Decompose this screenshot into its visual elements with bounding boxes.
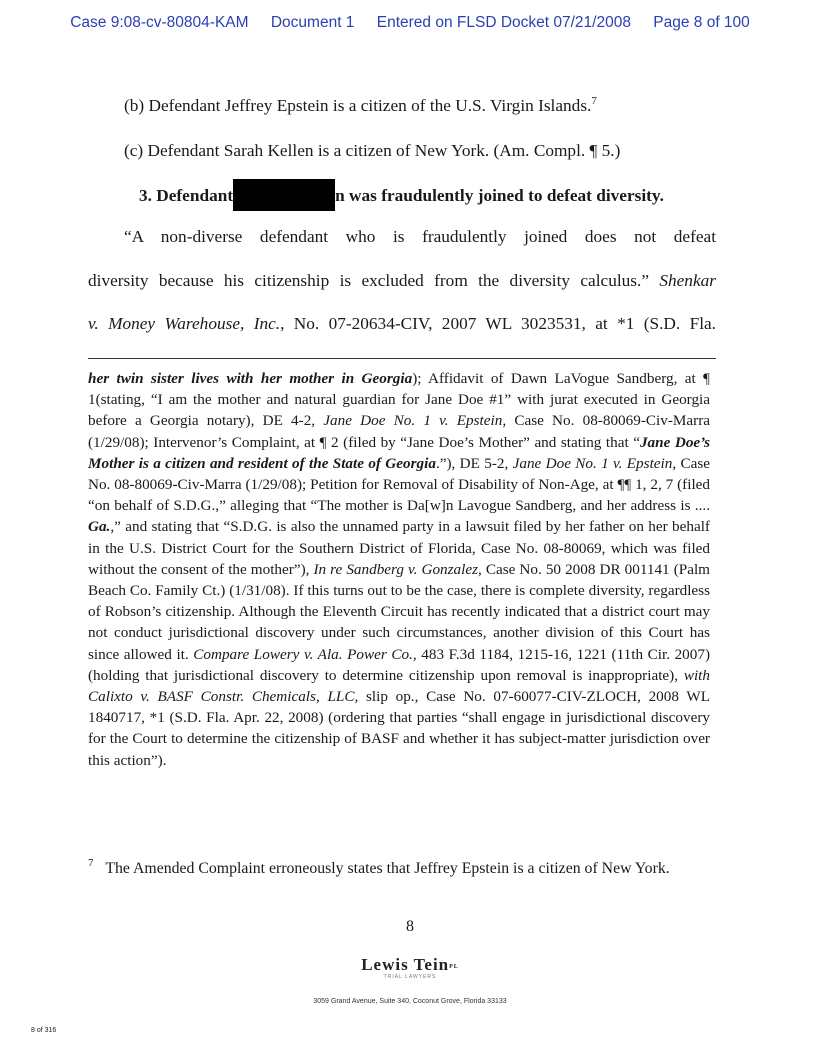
case-citation: Shenkar: [659, 271, 716, 290]
section-heading: 3. Defendant n was fraudulently joined to defeat diversity.: [139, 179, 664, 211]
docket-entry-date: Entered on FLSD Docket 07/21/2008: [376, 14, 631, 31]
footnote-number: 7: [88, 857, 94, 869]
case-number: Case 9:08-cv-80804-KAM: [70, 14, 249, 31]
para-line-1: “A non-diverse defendant who is fraudulently joined does not defeat: [124, 227, 716, 246]
document-number: Document 1: [270, 14, 355, 31]
paragraph-c: (c) Defendant Sarah Kellen is a citizen of New York. (Am. Compl. ¶ 5.): [124, 141, 621, 160]
paragraph-b: (b) Defendant Jeffrey Epstein is a citizen of the U.S. Virgin Islands.$^7$: [124, 95, 597, 115]
firm-logo: Lewis TeinPL TRIAL LAWYERS: [361, 955, 459, 980]
firm-address: 3059 Grand Avenue, Suite 340, Coconut Grove, Florida 33133: [313, 998, 507, 1005]
para-line-2: diversity because his citizenship is excluded from the diversity calculus.” Shenkar: [88, 271, 716, 290]
case-citation: v. Money Warehouse, Inc.: [88, 314, 281, 333]
docket-header: [0, 14, 820, 32]
footnote-ref-7: 7: [591, 95, 597, 107]
pdf-page-stamp: 8 of 316: [31, 1027, 57, 1034]
footnote-continuation: her twin sister lives with her mother in Georgia); Affidavit of Dawn LaVogue Sandberg, at ¶ 1(stating, “I am the mother and natural guardian for Jane Doe #1” with jurat executed in Georgia before a Georgia notary), DE 4-2, Jane Doe No. 1 v. Epstein, Case No. 08-80069-Civ-Marra (1/29/08); Intervenor’s Complaint, at ¶ 2 (filed by “Jane Doe’s Mother” and stating that “Jane Doe’s Mother is a citizen and resident of the State of Georgia.”), DE 5-2, Jane Doe No. 1 v. Epstein, Case No. 08-80069-Civ-Marra (1/29/08); Petition for Removal of Disability of Non-Age, at ¶¶ 1, 2, 7 (filed “on behalf of S.D.G.,” alleging that “The mother is Da[w]n Lavogue Sandberg, and her address is .... Ga.,” and stating that “S.D.G. is also the unnamed party in a lawsuit filed by her father on her behalf in the U.S. District Court for the Southern District of Florida, Case No. 08-80069, which was filed without the consent of the mother”), In re Sandberg v. Gonzalez, Case No. 50 2008 DR 001141 (Palm Beach Co. Family Ct.) (1/31/08). If this turns out to be the case, there is complete diversity, regardless of Robson’s citizenship. Although the Eleventh Circuit has recently indicated that a district court may not conduct jurisdictional discovery under such circumstances, another division of this Court has since allowed it. Compare Lowery v. Ala. Power Co., 483 F.3d 1184, 1215-16, 1221 (11th Cir. 2007) (holding that jurisdictional discovery to determine citizenship upon removal is inappropriate), with Calixto v. BASF Constr. Chemicals, LLC, slip op., Case No. 07-60077-CIV-ZLOCH, 2008 WL 1840717, *1 (S.D. Fla. Apr. 22, 2008) (ordering that parties “shall engage in jurisdictional discovery for the Court to determine the citizenship of BASF and whether it has subject-matter jurisdiction over this action”).: [88, 370, 711, 769]
page-number: 8: [406, 918, 414, 935]
footnote-7: $^7$ The Amended Complaint erroneously states that Jeffrey Epstein is a citizen of New York.: [88, 857, 670, 877]
page-indicator: Page 8 of 100: [653, 14, 750, 31]
redaction-block: [233, 179, 335, 211]
para-line-3: v. Money Warehouse, Inc., No. 07-20634-CIV, 2007 WL 3023531, at *1 (S.D. Fla.: [88, 314, 716, 333]
footnote-divider: [88, 358, 716, 359]
